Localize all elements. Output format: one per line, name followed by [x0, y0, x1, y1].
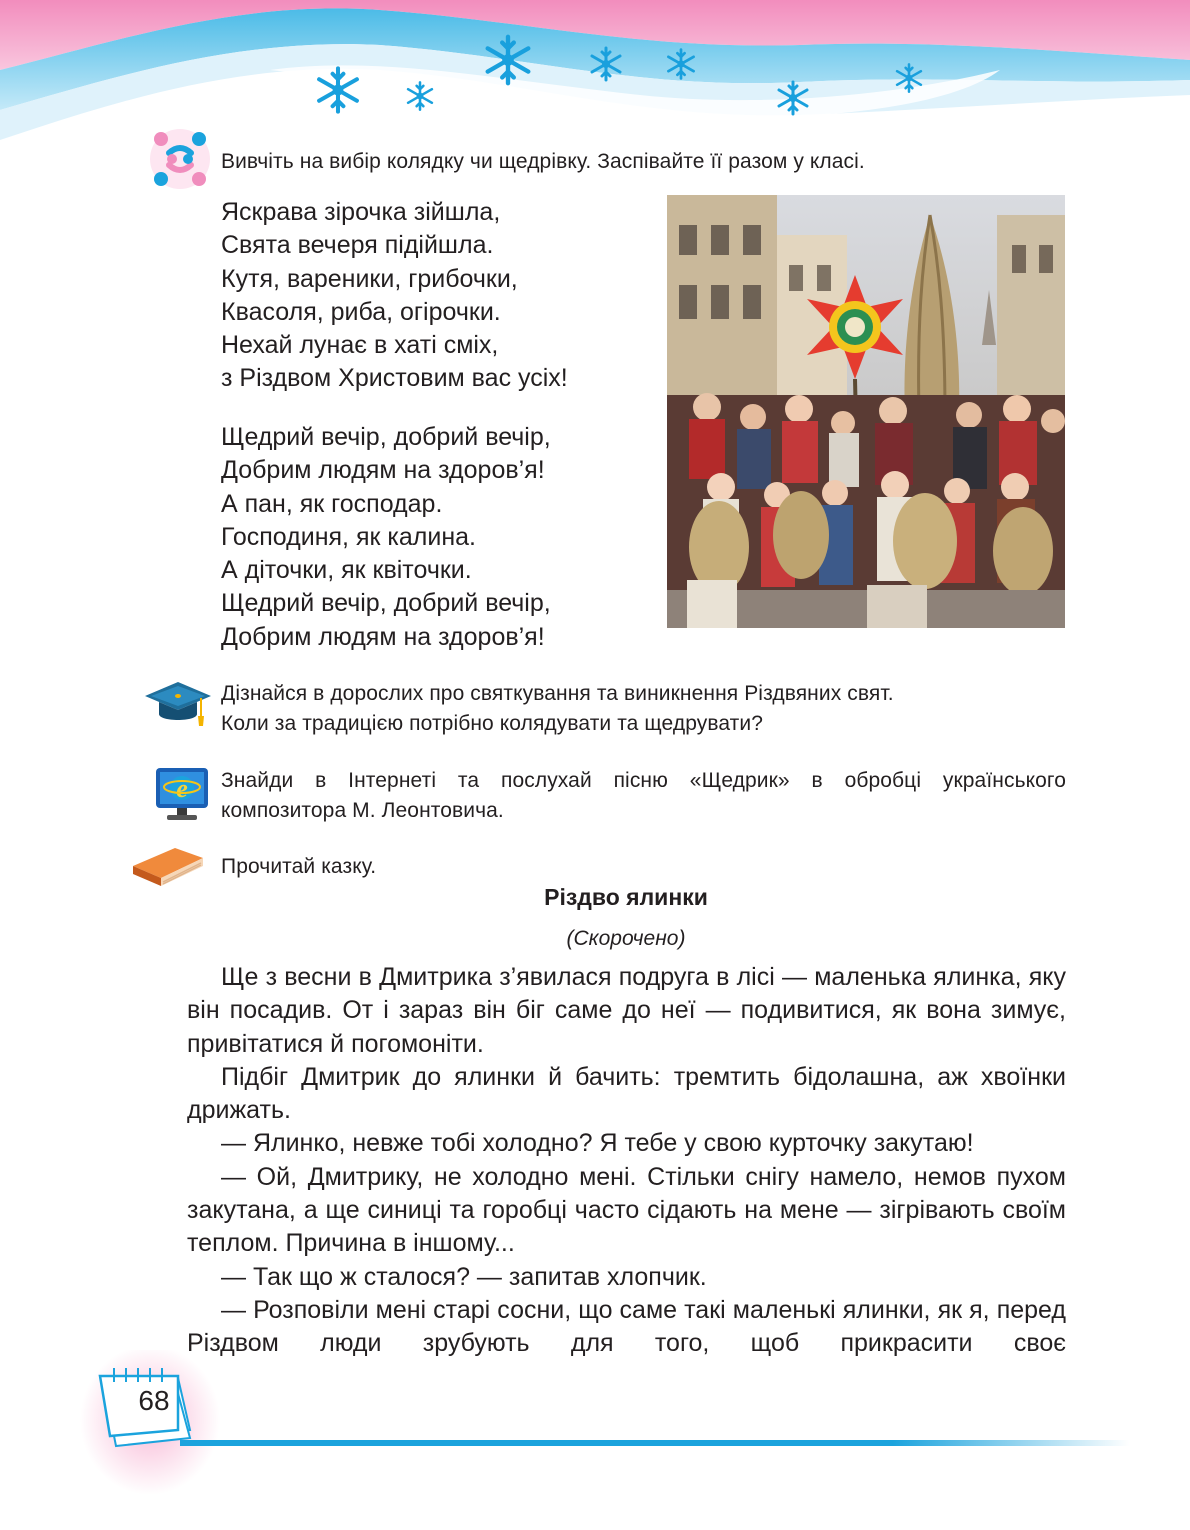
page-number: 68: [138, 1385, 170, 1416]
story-paragraph: — Ялинко, невже тобі холодно? Я тебе у свою курточку закутаю!: [221, 1129, 974, 1158]
poem-line: Яскрава зірочка зійшла,: [221, 198, 501, 226]
carolers-photo: [667, 195, 1065, 628]
story-abridged-note: (Скорочено): [566, 927, 686, 950]
footer-decoration: [0, 1350, 1190, 1530]
task-sing-text: Вивчіть на вибір колядку чи щедрівку. Заспівайте її разом у класі.: [221, 150, 865, 173]
story-body: [187, 961, 1066, 1361]
group-work-icon: [147, 127, 213, 191]
task-learn-text: [221, 679, 894, 739]
poem-line: А пан, як господар.: [221, 489, 443, 518]
poem-line: Нехай лунає в хаті сміх,: [221, 331, 499, 360]
task-internet-line: композитора М. Леонтовича.: [221, 799, 504, 822]
poem-line: Щедрий вечір, добрий вечір,: [221, 423, 551, 451]
story-paragraph: — Так що ж сталося? — запитав хлопчик.: [221, 1262, 707, 1291]
task-read-text: Прочитай казку.: [221, 855, 377, 878]
book-icon: [127, 842, 207, 888]
poem-shchedrivka: [221, 421, 551, 654]
story-paragraph: — Ой, Дмитрику, не холодно мені. Стільки снігу намело, немов пухом закутана, а ще синиці та горобці часто сідають на мене — зігрівають своїм теплом. Причина в іншому...: [187, 1162, 1066, 1258]
story-paragraph: Підбіг Дмитрик до ялинки й бачить: тремтить бідолашна, аж хвоїнки дрижать.: [187, 1062, 1066, 1125]
poem-koliadka: [221, 196, 568, 396]
task-learn-line: Коли за традицією потрібно колядувати та щедрувати?: [221, 712, 764, 735]
poem-line: Квасоля, риба, огірочки.: [221, 297, 501, 326]
poem-line: Добрим людям на здоров’я!: [221, 456, 545, 485]
poem-line: А діточки, як квіточки.: [221, 556, 472, 585]
task-internet-text: [221, 766, 1066, 826]
poem-line: Кутя, вареники, грибочки,: [221, 264, 518, 293]
story-paragraph: — Розповіли мені старі сосни, що саме такі маленькі ялинки, як я, перед Різдвом люди зрубують для того, щоб прикрасити своє: [187, 1295, 1066, 1358]
poem-line: Щедрий вечір, добрий вечір,: [221, 589, 551, 618]
story-title: Різдво ялинки: [544, 884, 708, 910]
internet-browser-icon: [153, 765, 211, 823]
story-paragraph: Ще з весни в Дмитрика з’явилася подруга в лісі — маленька ялинка, яку він посадив. От і зараз він біг саме до неї — подивитися, як вона зимує, привітатися й погомоніти.: [187, 963, 1066, 1058]
poem-line: Господиня, як калина.: [221, 522, 476, 551]
task-learn-line: Дізнайся в дорослих про святкування та виникнення Різдвяних свят.: [221, 682, 894, 705]
svg-text:e: e: [176, 774, 188, 803]
poem-line: Свята вечеря підійшла.: [221, 231, 494, 260]
task-internet-line: Знайди в Інтернеті та послухай пісню «Щедрик» в обробці українського: [221, 769, 1066, 792]
graduation-cap-icon: [143, 680, 213, 728]
poem-line: Добрим людям на здоров’я!: [221, 622, 545, 651]
poem-line: з Різдвом Христовим вас усіх!: [221, 364, 568, 393]
